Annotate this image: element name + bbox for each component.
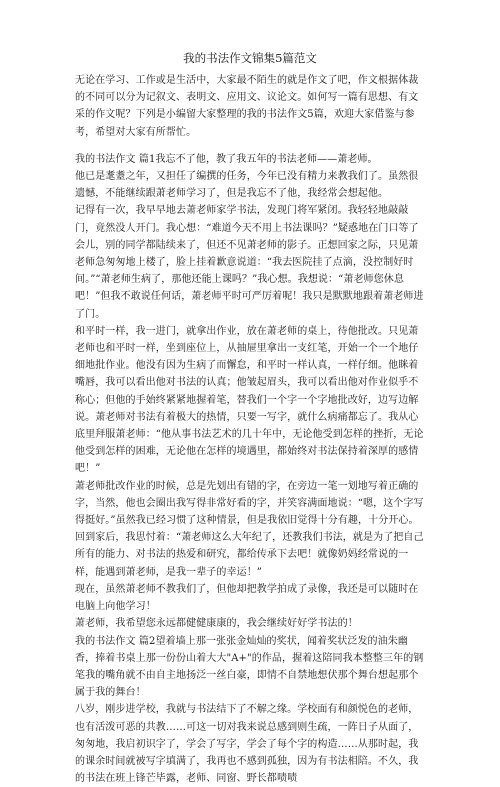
document-body [75,72,425,787]
paragraph: 回到家后，我思忖着：“萧老师这么大年纪了，还教我们书法，就是为了把自己所有的能力、对书法的热爱和研究，都给传承下去吧！就像奶妈经常说的一样，能遇到萧老师，是我一辈子的幸运！” [75,532,424,578]
paragraph: 他已是耄耋之年，又担任了编撰的任务，今年已没有精力来教我们了。虽然很遗憾，不能继续跟萧老师学习了，但是我忘不了他，我经常会想起他。 [75,171,419,200]
paragraph: 和平时一样，我一进门，就拿出作业，放在萧老师的桌上，待他批改。只见萧老师也和平时一样，坐到座位上，从抽屉里拿出一支红笔，开始一个一个地仔细地批作业。他没有因为生病了而懈怠，和平时一样认真，一样仔细。他眯着嘴唇，我可以看出他对书法的认真；他皱起眉头，我可以看出他对作业似乎不称心；但他的手始终紧紧地握着笔，替我们一个字一个字地批改好，边写边解说。萧老师对书法有着极大的热情，只要一写字，就什么病痛都忘了。我从心底里拜服萧老师：“他从事书法艺术的几十年中，无论他受到怎样的挫折，无论他受到怎样的困难，无论他在怎样的境遇里，都始终对书法保持着深厚的感情吧！” [75,325,424,475]
intro-paragraph: 无论在学习、工作或是生活中，大家最不陌生的就是作文了吧，作文根据体裁的不同可以分为记叙文、表明文、应用文、议论文。如何写一篇有思想、有文采的作文呢？下列是小编留大家整理的我的书法作文5篇，欢迎大家借鉴与参考，希望对大家有所帮忙。 [75,75,419,138]
paragraph: 萧老师批改作业的时候，总是先划出有错的字，在旁边一笔一划地写着正确的字，当然，他也会圈出我写得非常好看的字，并笑容满面地说：“嗯，这个字写得挺好。”虽然我已经习惯了这种情景，但是我依旧觉得十分有趣，十分开心。 [75,480,424,527]
paragraph: 萧老师，我希望您永远都健健康康的，我会继续好好学书法的！ [75,618,358,630]
paragraph: 现在，虽然萧老师不教我们了，但他却把教学拍成了录像，我还是可以随时在电脑上向他学习！ [75,583,419,613]
paragraph: 记得有一次，我早早地去萧老师家学书法，发现门将军紧闭。我轻轻地敲敲门，竟然没人开门。我心想：“难道今天不用上书法课吗？”疑惑地在门口等了会儿，别的同学都陆续来了，但还不见萧老师的影子。正想回家之际，只见萧老师急匆匆地上楼了，脸上挂着歉意说道：“我去医院挂了点滴，没控制好时间。”“萧老师生病了，那他还能上课吗？”我心想。我想说：“萧老师您休息吧！”但我不敢说任何话，萧老师平时可严厉着呢！我只是默默地跟着萧老师进了门。 [75,205,424,320]
paragraph: 我的书法作文 篇1我忘不了他，教了我五年的书法老师——萧老师。 [75,153,378,165]
paragraph: 我的书法作文 篇2望着墙上那一张张金灿灿的奖状，闻着奖状泛发的油朱幽香，捧着书桌上那一份份山着大大"A+"的作品，握着这陪同我本整整三年的钢笔我的嘴角就不由自主地扬泛一丝白豪，即情不自禁地想伏那个舞台想起那个属于我的舞台！ [75,635,424,699]
paragraph: 八岁，刚步进学校，我就与书法结下了不解之缘。学校面有和颜悦色的老师，也有活泼可恶的共教……可这一切对我来说总感到则生疏，一阵日子从面了，匆匆地，我启初识字了，学会了写字，学会了每个字的构造……从那时起，我的课余时间就被写字填满了，我再也不感到孤独，因为有书法相陪。不久，我的书法在班上锋芒毕露，老师、同窗、野长都啧啧 [75,704,419,785]
page-title: 我的书法作文锦集5篇范文 [183,51,317,65]
spacer [75,141,425,151]
